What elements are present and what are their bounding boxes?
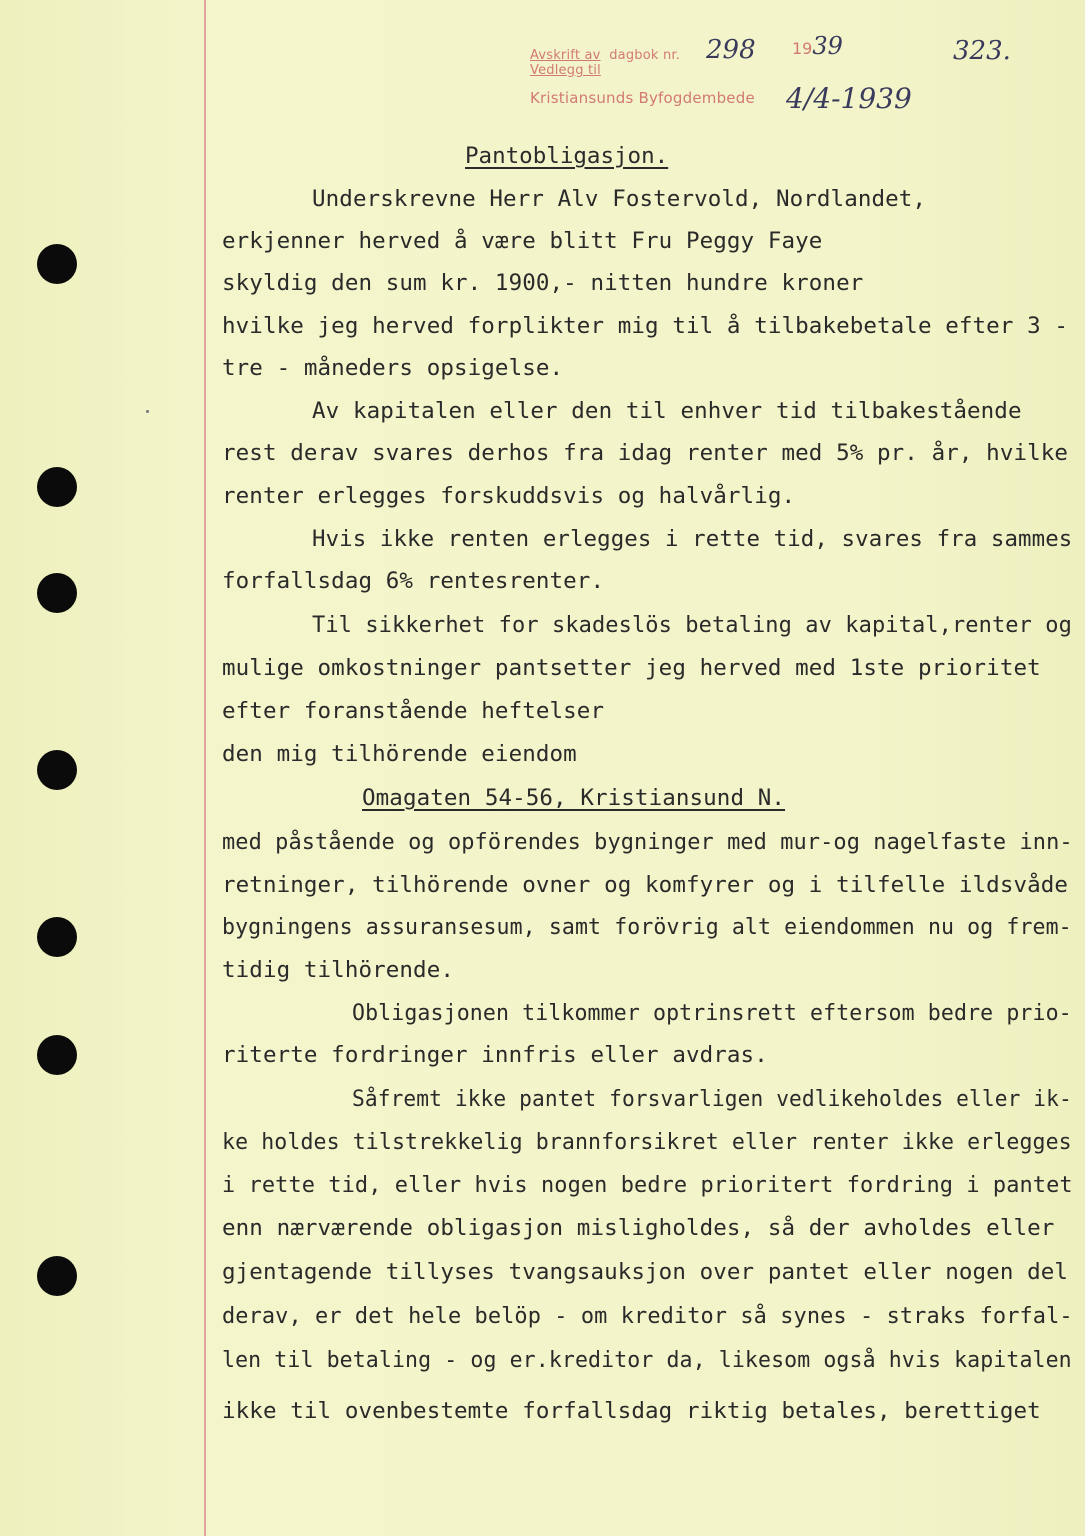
stamp-year-prefix: 19 xyxy=(792,39,813,58)
stamp-line-2: Vedlegg til xyxy=(530,63,601,78)
paper-speck xyxy=(146,410,149,413)
handwritten-page-number: 323. xyxy=(953,36,1011,66)
text-line: Av kapitalen eller den til enhver tid tilbakestående xyxy=(312,398,1022,424)
stamp-line-3: Kristiansunds Byfogdembede xyxy=(530,89,755,107)
text-line: len til betaling - og er.kreditor da, likesom også hvis kapitalen xyxy=(222,1347,1072,1373)
handwritten-year xyxy=(792,32,843,60)
text-line: ke holdes tilstrekkelig brannforsikret eller renter ikke erlegges xyxy=(222,1129,1072,1155)
text-line: skyldig den sum kr. 1900,- nitten hundre kroner xyxy=(222,270,864,296)
punch-hole xyxy=(37,750,77,790)
text-line: tidig tilhörende. xyxy=(222,957,454,983)
punch-hole xyxy=(37,244,77,284)
property-address: Omagaten 54-56, Kristiansund N. xyxy=(362,785,786,811)
punch-hole xyxy=(37,1256,77,1296)
text-line: enn nærværende obligasjon misligholdes, så der avholdes eller xyxy=(222,1215,1055,1241)
text-line: rest derav svares derhos fra idag renter med 5% pr. år, hvilke xyxy=(222,440,1069,466)
text-line: Såfremt ikke pantet forsvarligen vedlikeholdes eller ik- xyxy=(352,1086,1072,1112)
text-line: Underskrevne Herr Alv Fostervold, Nordlandet, xyxy=(312,186,927,212)
text-line: erkjenner herved å være blitt Fru Peggy Faye xyxy=(222,228,823,254)
handwritten-date: 4/4-1939 xyxy=(786,82,912,115)
text-line: gjentagende tillyses tvangsauksjon over pantet eller nogen del xyxy=(222,1259,1069,1285)
margin-rule xyxy=(204,0,206,1536)
text-line: hvilke jeg herved forplikter mig til å tilbakebetale efter 3 - xyxy=(222,313,1069,339)
stamp-dagbok: dagbok nr. xyxy=(609,48,681,63)
punch-hole xyxy=(37,917,77,957)
handwritten-dagbok-number: 298 xyxy=(706,35,756,65)
text-line: bygningens assuransesum, samt forövrig alt eiendommen nu og frem- xyxy=(222,914,1072,940)
punch-hole xyxy=(37,467,77,507)
punch-hole xyxy=(37,573,77,613)
stamp-line-1 xyxy=(530,48,680,63)
stamp-avskrift: Avskrift av xyxy=(530,48,601,63)
text-line: renter erlegges forskuddsvis og halvårlig. xyxy=(222,483,796,509)
text-line: riterte fordringer innfris eller avdras. xyxy=(222,1042,768,1068)
text-line: efter foranstående heftelser xyxy=(222,698,605,724)
text-line: forfallsdag 6% rentesrenter. xyxy=(222,568,605,594)
handwritten-year-suffix: 39 xyxy=(812,32,843,60)
text-line: ikke til ovenbestemte forfallsdag riktig betales, berettiget xyxy=(222,1398,1041,1424)
text-line: Hvis ikke renten erlegges i rette tid, svares fra sammes xyxy=(312,526,1073,552)
text-line: derav, er det hele belöp - om kreditor så synes - straks forfal- xyxy=(222,1303,1073,1329)
text-line: den mig tilhörende eiendom xyxy=(222,741,577,767)
text-line: tre - måneders opsigelse. xyxy=(222,355,564,381)
punch-hole xyxy=(37,1035,77,1075)
text-line: med påstående og opförendes bygninger med mur-og nagelfaste inn- xyxy=(222,829,1073,855)
text-line: Obligasjonen tilkommer optrinsrett eftersom bedre prio- xyxy=(352,1000,1072,1026)
text-line: i rette tid, eller hvis nogen bedre prioritert fordring i pantet xyxy=(222,1172,1073,1198)
text-line: Til sikkerhet for skadeslös betaling av kapital,renter og xyxy=(312,612,1072,638)
text-line: retninger, tilhörende ovner og komfyrer og i tilfelle ildsvåde xyxy=(222,872,1069,898)
document-title: Pantobligasjon. xyxy=(465,143,669,169)
text-line: mulige omkostninger pantsetter jeg herved med 1ste prioritet xyxy=(222,655,1041,681)
